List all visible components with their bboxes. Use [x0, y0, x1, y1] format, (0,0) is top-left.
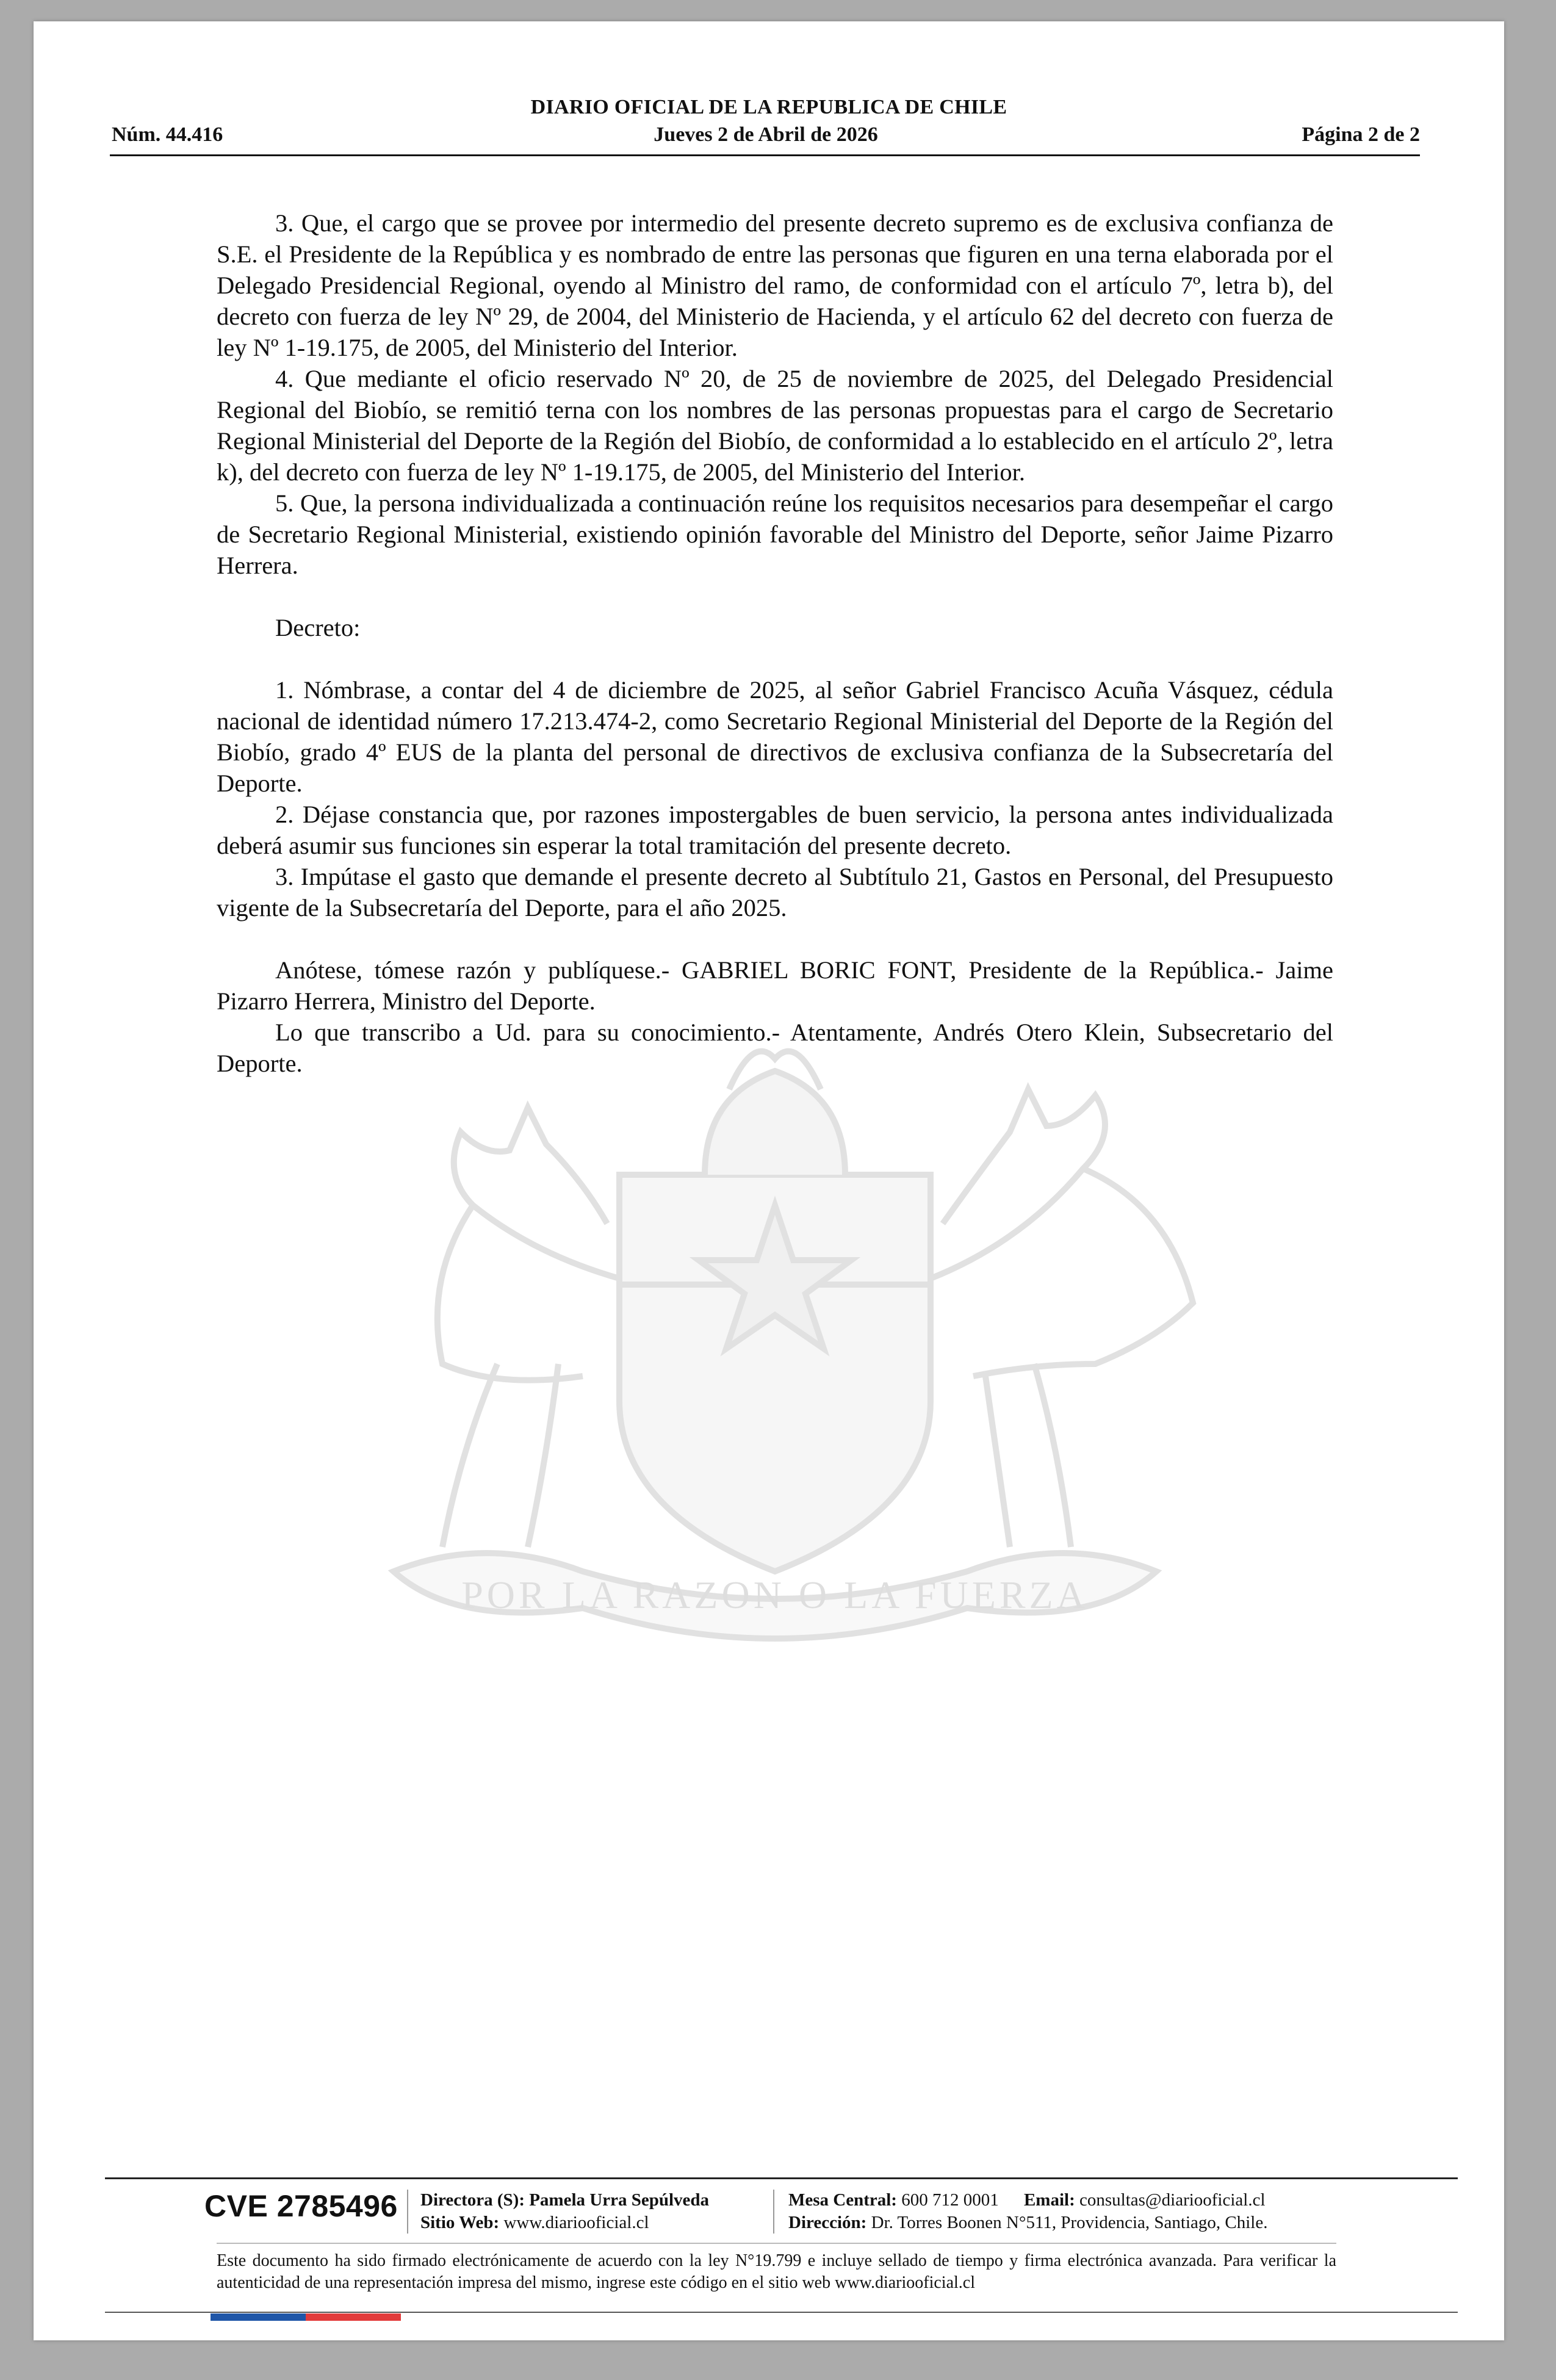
- address-value: Dr. Torres Boonen N°511, Providencia, Santiago, Chile.: [871, 2213, 1268, 2232]
- web-link[interactable]: www.diariooficial.cl: [503, 2213, 649, 2232]
- paragraph-considerando-4: 4. Que mediante el oficio reservado Nº 20, de 25 de noviembre de 2025, del Delegado Presidencial Regional del Biobío, se remitió terna con los nombres de las personas propuestas para el cargo de Secretario Regional Ministerial del Deporte de la Región del Biobío, de conformidad a lo establecido en el artículo 2º, letra k), del decreto con fuerza de ley Nº 1-19.175, de 2005, del Ministerio del Interior.: [217, 365, 1333, 486]
- flag-stripe-red: [306, 2313, 401, 2321]
- footer-divider-bottom: [105, 2312, 1458, 2313]
- header-row: [112, 123, 1420, 150]
- watermark-motto: POR LA RAZON O LA FUERZA: [461, 1573, 1089, 1617]
- director-label: Directora (S): Pamela Urra Sepúlveda: [420, 2190, 710, 2210]
- email-label: Email:: [1023, 2190, 1075, 2210]
- footer-contacts-left: [420, 2189, 709, 2234]
- paragraph-decree-3: 3. Impútase el gasto que demande el presente decreto al Subtítulo 21, Gastos en Personal, del Presupuesto vigente de la Subsecretaría del Deporte, para el año 2025.: [217, 863, 1333, 921]
- issue-number: Núm. 44.416: [112, 123, 223, 146]
- electronic-signature-note: Este documento ha sido firmado electrónicamente de acuerdo con la ley N°19.799 e incluye sellado de tiempo y firma electrónica avanzada. Para verificar la autenticidad de una representación impresa del mismo, ingrese este código en el sitio web www.diariooficial.cl: [217, 2251, 1336, 2292]
- page-indicator: Página 2 de 2: [1302, 123, 1420, 146]
- decree-heading: Decreto:: [275, 614, 361, 641]
- paragraph-considerando-5: 5. Que, la persona individualizada a continuación reúne los requisitos necesarios para desempeñar el cargo de Secretario Regional Ministerial, existiendo opinión favorable del Ministro del Deporte, señor Jaime Pizarro Herrera.: [217, 489, 1333, 579]
- decree-body: [217, 207, 1333, 1079]
- email-link[interactable]: consultas@diariooficial.cl: [1079, 2190, 1266, 2210]
- paragraph-signatures: Anótese, tómese razón y publíquese.- GABRIEL BORIC FONT, Presidente de la República.- Jaime Pizarro Herrera, Ministro del Deporte.: [217, 956, 1333, 1015]
- flag-stripe-blue: [211, 2313, 306, 2321]
- phone-label: Mesa Central:: [788, 2190, 897, 2210]
- paragraph-considerando-3: 3. Que, el cargo que se provee por intermedio del presente decreto supremo es de exclusiva confianza de S.E. el Presidente de la República y es nombrado de entre las personas que figuren en una terna elaborada por el Delegado Presidencial Regional, oyendo al Ministro del ramo, de conformidad con el artículo 7º, letra b), del decreto con fuerza de ley Nº 29, de 2004, del Ministerio de Hacienda, y el artículo 62 del decreto con fuerza de ley Nº 1-19.175, de 2005, del Ministerio del Interior.: [217, 209, 1333, 361]
- footer-divider-middle: [217, 2243, 1336, 2244]
- coat-of-arms-watermark: [241, 1022, 1309, 1693]
- cve-code: CVE 2785496: [204, 2189, 398, 2223]
- footer-divider-top: [105, 2177, 1458, 2179]
- document-page: [34, 21, 1504, 2340]
- paragraph-transcription: Lo que transcribo a Ud. para su conocimiento.- Atentamente, Andrés Otero Klein, Subsecretario del Deporte.: [217, 1019, 1333, 1077]
- footer-separator: [407, 2190, 408, 2234]
- paragraph-decree-1: 1. Nómbrase, a contar del 4 de diciembre de 2025, al señor Gabriel Francisco Acuña Vásquez, cédula nacional de identidad número 17.213.474-2, como Secretario Regional Ministerial del Deporte de la Región del Biobío, grado 4º EUS de la planta del personal de directivos de exclusiva confianza de la Subsecretaría del Deporte.: [217, 676, 1333, 797]
- issue-date: Jueves 2 de Abril de 2026: [654, 123, 878, 146]
- web-label: Sitio Web:: [420, 2213, 500, 2232]
- footer-separator: [773, 2190, 774, 2234]
- address-label: Dirección:: [788, 2213, 867, 2232]
- header-divider: [110, 154, 1420, 156]
- publication-title: DIARIO OFICIAL DE LA REPUBLICA DE CHILE: [530, 96, 1007, 118]
- footer-contacts-right: [788, 2189, 1267, 2234]
- paragraph-decree-2: 2. Déjase constancia que, por razones impostergables de buen servicio, la persona antes individualizada deberá asumir sus funciones sin esperar la total tramitación del presente decreto.: [217, 801, 1333, 859]
- phone-value: 600 712 0001: [901, 2190, 999, 2210]
